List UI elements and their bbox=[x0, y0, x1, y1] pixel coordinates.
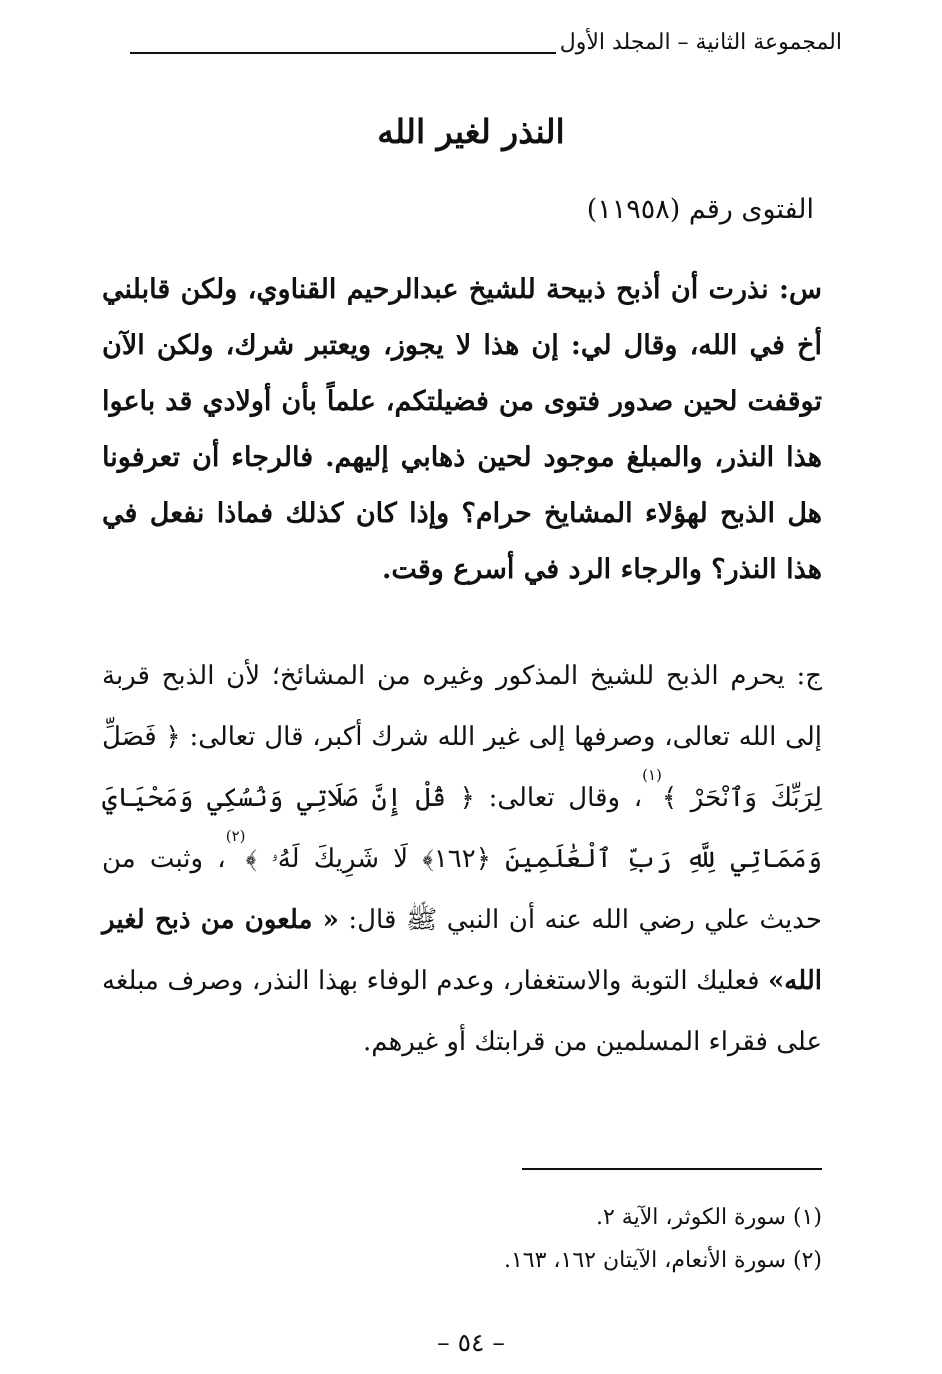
answer-text-1: ج: يحرم الذبح للشيخ المذكور وغيره من المشائخ؛ لأن الذبح قربة إلى الله تعالى، وصرفها إلى غير الله شرك أكبر، قال تعالى: bbox=[102, 661, 822, 752]
page-number: – ٥٤ – bbox=[437, 1328, 505, 1357]
quran-verse-1: ﴿ فَصَلِّ لِرَبِّكَ وَٱنْحَرْ ﴾ bbox=[102, 722, 823, 813]
running-header bbox=[130, 14, 842, 60]
footnotes bbox=[102, 1196, 822, 1282]
header-rule bbox=[130, 52, 556, 54]
answer-text-4: فعليك التوبة والاستغفار، وعدم الوفاء بهذا النذر، وصرف مبلغه على فقراء المسلمين من قرابتك أو غيرهم. bbox=[102, 966, 822, 1057]
running-header-title: المجموعة الثانية – المجلد الأول bbox=[559, 30, 842, 55]
footnote-1: (١) سورة الكوثر، الآية ٢. bbox=[595, 1205, 822, 1230]
quran-verse-2: ﴿ قُلْ إِنَّ صَلَاتِي وَنُسُكِي وَمَحْيَايَ وَمَمَاتِي لِلَّهِ رَبِّ ٱلْعَٰلَمِينَ ﴿١٦٢﴾ لَا شَرِيكَ لَهُۥ ﴾ bbox=[102, 783, 822, 874]
footnote-2: (٢) سورة الأنعام، الآيتان ١٦٢، ١٦٣. bbox=[503, 1248, 822, 1273]
answer-text-3: ، وثبت من حديث علي رضي الله عنه أن النبي ﷺ قال: bbox=[102, 844, 822, 935]
footnote-ref-2: (٢) bbox=[225, 827, 246, 845]
footnote-divider bbox=[522, 1168, 822, 1170]
hadith-quote: « ملعون من ذبح لغير الله» bbox=[102, 905, 822, 996]
page-title: النذر لغير الله bbox=[377, 112, 565, 151]
question-paragraph: س: نذرت أن أذبح ذبيحة للشيخ عبدالرحيم القناوي، ولكن قابلني أخ في الله، وقال لي: إن هذا لا يجوز، ويعتبر شرك، ولكن الآن توقفت لحين صدور فتوى من فضيلتكم، علماً بأن أولادي قد باعوا هذا النذر، والمبلغ موجود لحين ذهابي إليهم. فالرجاء أن تعرفونا هل الذبح لهؤلاء المشايخ حرام؟ وإذا كان كذلك فماذا نفعل في هذا النذر؟ والرجاء الرد في أسرع وقت. bbox=[102, 274, 822, 585]
fatwa-number: الفتوى رقم (١١٩٥٨) bbox=[586, 194, 814, 225]
footnote-ref-1: (١) bbox=[642, 766, 662, 784]
answer-paragraph bbox=[102, 646, 822, 1073]
answer-text-2: ، وقال تعالى: bbox=[488, 783, 643, 813]
